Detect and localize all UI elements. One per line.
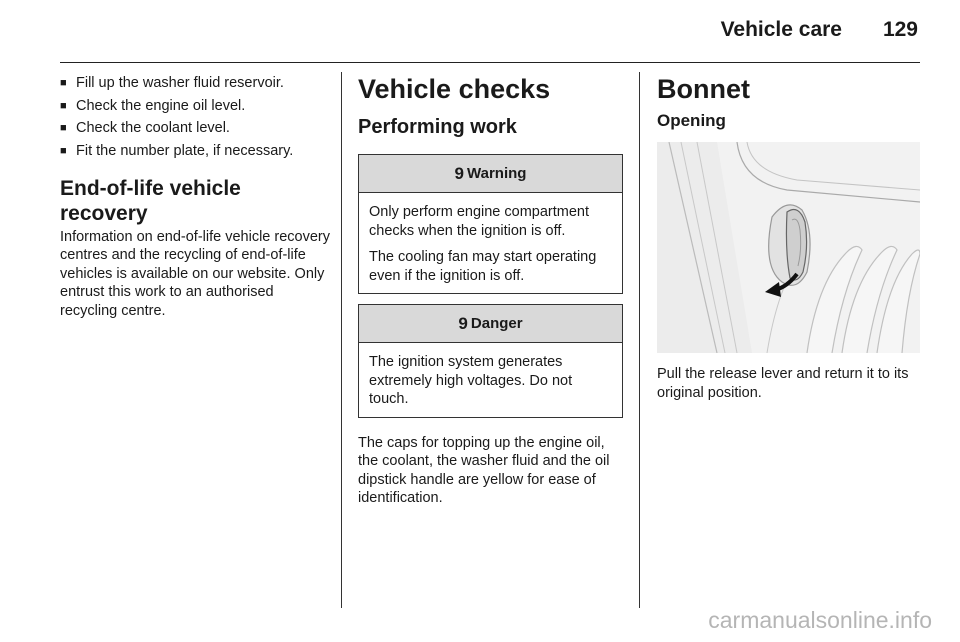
bonnet-text: Pull the release lever and return it to its original position. [657, 366, 909, 401]
eol-heading: End-of-life vehicle recovery [60, 176, 241, 225]
danger-label: Danger [470, 315, 523, 332]
danger-icon: 9 [458, 313, 468, 333]
warning-label: Warning [467, 165, 527, 182]
performing-work-heading: Performing work [358, 116, 517, 138]
section-title: Vehicle care [720, 18, 842, 41]
warning-header [359, 155, 622, 193]
watermark: carmanualsonline.info [708, 607, 932, 633]
bullet-icon: ■ [60, 144, 67, 157]
column-left [60, 72, 330, 320]
page-number: 129 [882, 18, 918, 41]
danger-text: The ignition system generates extremely high voltages. Do not touch. [369, 354, 573, 407]
caps-text: The caps for topping up the engine oil, the coolant, the washer fluid and the oil dipstick handle are yellow for ease of identification. [358, 434, 610, 506]
danger-box [358, 304, 623, 418]
opening-heading: Opening [657, 111, 726, 130]
warning-text: The cooling fan may start operating even if the ignition is off. [369, 249, 597, 284]
warning-icon: 9 [454, 163, 465, 183]
danger-body [359, 343, 622, 417]
danger-header [359, 305, 622, 343]
warning-text: Only perform engine compartment checks when the ignition is off. [369, 204, 590, 239]
warning-body [359, 193, 622, 293]
list-item: ■ Check the engine oil level. [60, 95, 330, 117]
bullet-icon: ■ [60, 99, 67, 112]
column-middle [358, 72, 623, 508]
checklist [60, 72, 330, 162]
warning-box [358, 154, 623, 294]
column-divider [341, 72, 342, 608]
bullet-icon: ■ [60, 122, 67, 134]
eol-text: Information on end-of-life vehicle recovery centres and the recycling of end-of-life vehicles is available on our website. Only entrust this work to an authorised recycling centre. [60, 228, 330, 319]
list-item: ■ Fill up the washer fluid reservoir. [60, 72, 330, 94]
bullet-icon: ■ [60, 77, 67, 89]
list-item: ■ Check the coolant level. [60, 117, 330, 139]
column-right [657, 72, 922, 402]
column-divider [639, 72, 640, 608]
page-header [60, 18, 920, 63]
bonnet-title: Bonnet [657, 74, 750, 104]
list-item: ■ Fit the number plate, if necessary. [60, 140, 330, 162]
bonnet-release-lever-icon [657, 142, 920, 353]
vehicle-checks-title: Vehicle checks [358, 74, 551, 104]
